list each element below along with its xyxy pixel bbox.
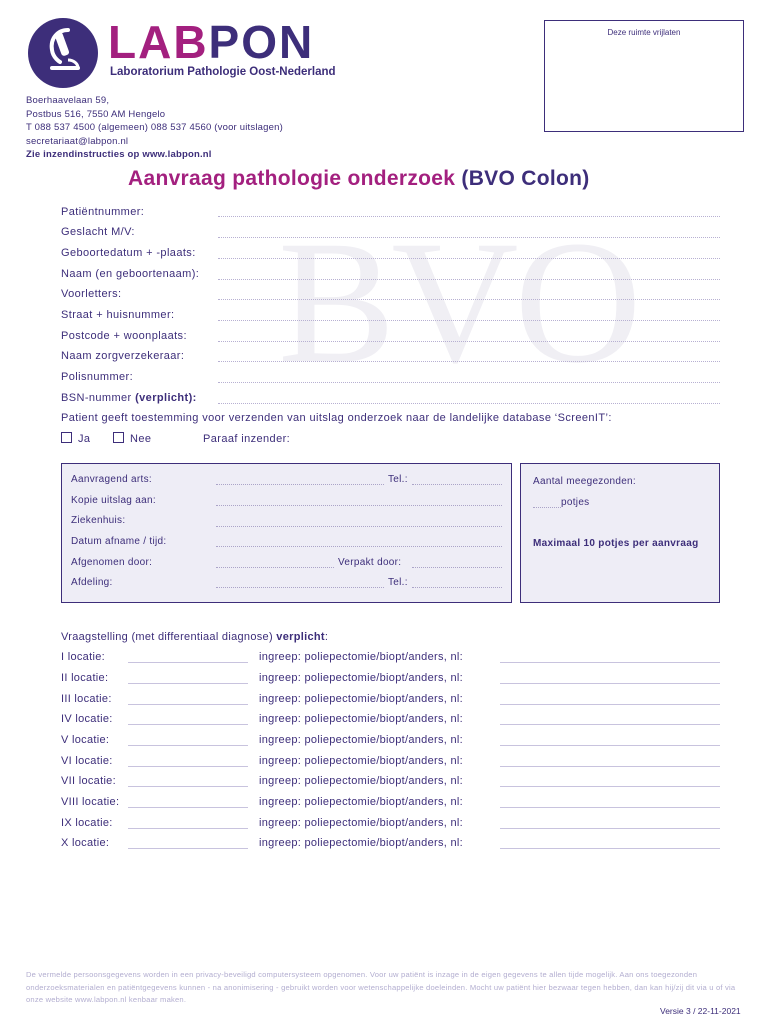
ingreep-input-line[interactable] <box>500 745 720 746</box>
field-label: Geboortedatum + -plaats: <box>61 247 196 259</box>
page-title: Aanvraag pathologie onderzoek (BVO Colon) <box>128 167 590 190</box>
address-instructions: Zie inzendinstructies op www.labpon.nl <box>26 149 212 160</box>
afdeling-input-line[interactable] <box>216 587 384 588</box>
reserved-space-label: Deze ruimte vrijlaten <box>607 28 681 37</box>
tel-label: Tel.: <box>388 474 408 485</box>
field-label: Geslacht M/V: <box>61 226 135 238</box>
ingreep-input-line[interactable] <box>500 683 720 684</box>
paraaf-label: Paraaf inzender: <box>203 433 291 445</box>
ingreep-input-line[interactable] <box>500 724 720 725</box>
location-label: I locatie: <box>61 651 105 663</box>
version-label: Versie 3 / 22-11-2021 <box>660 1006 741 1016</box>
field-input-line[interactable] <box>218 279 720 280</box>
ingreep-label: ingreep: poliepectomie/biopt/anders, nl: <box>259 796 464 808</box>
verpakt-label: Verpakt door: <box>338 557 402 568</box>
location-input-line[interactable] <box>128 828 248 829</box>
consent-no-option[interactable]: Nee <box>113 432 151 445</box>
verpakt-input-line[interactable] <box>412 567 502 568</box>
ziekenhuis-input-line[interactable] <box>216 526 502 527</box>
field-label: Naam zorgverzekeraar: <box>61 350 185 362</box>
reserved-space-box <box>544 20 744 132</box>
address-line: Postbus 516, 7550 AM Hengelo <box>26 108 166 120</box>
location-input-line[interactable] <box>128 807 248 808</box>
kopie-label: Kopie uitslag aan: <box>71 495 156 506</box>
field-label: Voorletters: <box>61 288 122 300</box>
consent-question: Patient geeft toestemming voor verzenden van uitslag onderzoek naar de landelijke database ‘ScreenIT’: <box>61 412 612 424</box>
watermark: BVO <box>278 205 638 400</box>
ingreep-label: ingreep: poliepectomie/biopt/anders, nl: <box>259 734 464 746</box>
ingreep-input-line[interactable] <box>500 848 720 849</box>
ingreep-label: ingreep: poliepectomie/biopt/anders, nl: <box>259 672 464 684</box>
ingreep-label: ingreep: poliepectomie/biopt/anders, nl: <box>259 693 464 705</box>
ziekenhuis-label: Ziekenhuis: <box>71 515 126 526</box>
brand-wordmark: LABPON <box>108 16 315 68</box>
location-input-line[interactable] <box>128 766 248 767</box>
ingreep-label: ingreep: poliepectomie/biopt/anders, nl: <box>259 651 464 663</box>
address-block <box>26 94 283 162</box>
kopie-input-line[interactable] <box>216 505 502 506</box>
location-input-line[interactable] <box>128 704 248 705</box>
field-label: Straat + huisnummer: <box>61 309 175 321</box>
ingreep-input-line[interactable] <box>500 786 720 787</box>
location-input-line[interactable] <box>128 683 248 684</box>
aantal-label: Aantal meegezonden: <box>533 476 636 487</box>
location-label: X locatie: <box>61 837 110 849</box>
location-label: VII locatie: <box>61 775 116 787</box>
tel-label: Tel.: <box>388 577 408 588</box>
afgenomen-label: Afgenomen door: <box>71 557 153 568</box>
address-line: Boerhaavelaan 59, <box>26 95 110 106</box>
ingreep-input-line[interactable] <box>500 704 720 705</box>
tel-input-line[interactable] <box>412 587 502 588</box>
bsn-input-line[interactable] <box>218 403 720 404</box>
datum-label: Datum afname / tijd: <box>71 536 167 547</box>
field-label: Patiëntnummer: <box>61 206 145 218</box>
tel-input-line[interactable] <box>412 484 502 485</box>
location-input-line[interactable] <box>128 745 248 746</box>
location-input-line[interactable] <box>128 662 248 663</box>
field-input-line[interactable] <box>218 361 720 362</box>
datum-input-line[interactable] <box>216 546 502 547</box>
ingreep-label: ingreep: poliepectomie/biopt/anders, nl: <box>259 713 464 725</box>
location-label: IX locatie: <box>61 817 113 829</box>
aanvragend-label: Aanvragend arts: <box>71 474 152 485</box>
field-label: Naam (en geboortenaam): <box>61 268 200 280</box>
consent-yes-option[interactable]: Ja <box>61 432 90 445</box>
ingreep-label: ingreep: poliepectomie/biopt/anders, nl: <box>259 775 464 787</box>
location-input-line[interactable] <box>128 786 248 787</box>
field-input-line[interactable] <box>218 320 720 321</box>
potjes-label: potjes <box>561 497 590 508</box>
checkbox-icon[interactable] <box>113 432 124 443</box>
afgenomen-input-line[interactable] <box>216 567 334 568</box>
ingreep-label: ingreep: poliepectomie/biopt/anders, nl: <box>259 817 464 829</box>
bsn-label: BSN-nummer (verplicht): <box>61 392 197 404</box>
location-label: V locatie: <box>61 734 110 746</box>
brand-subtitle: Laboratorium Pathologie Oost-Nederland <box>110 66 336 78</box>
ingreep-input-line[interactable] <box>500 766 720 767</box>
field-input-line[interactable] <box>218 237 720 238</box>
field-input-line[interactable] <box>218 216 720 217</box>
location-label: VIII locatie: <box>61 796 120 808</box>
ingreep-input-line[interactable] <box>500 662 720 663</box>
address-line: T 088 537 4500 (algemeen) 088 537 4560 (voor uitslagen) <box>26 122 283 133</box>
location-input-line[interactable] <box>128 848 248 849</box>
aantal-input-line[interactable] <box>533 507 561 508</box>
field-input-line[interactable] <box>218 382 720 383</box>
field-label: Polisnummer: <box>61 371 134 383</box>
address-email: secretariaat@labpon.nl <box>26 135 129 147</box>
aanvragend-input-line[interactable] <box>216 484 384 485</box>
field-input-line[interactable] <box>218 299 720 300</box>
location-label: IV locatie: <box>61 713 113 725</box>
ingreep-input-line[interactable] <box>500 828 720 829</box>
field-label: Postcode + woonplaats: <box>61 330 187 342</box>
ingreep-label: ingreep: poliepectomie/biopt/anders, nl: <box>259 837 464 849</box>
max-label: Maximaal 10 potjes per aanvraag <box>533 538 699 549</box>
checkbox-icon[interactable] <box>61 432 72 443</box>
location-label: III locatie: <box>61 693 112 705</box>
privacy-footer: De vermelde persoonsgegevens worden in een privacy-beveiligd computersysteem opgenomen. Voor uw patiënt is inzage in de eigen gegevens te allen tijde mogelijk. Aan ons toegezonden onderzoeksmaterialen en patiëntgegevens kunnen - na anonimisering - gebruikt worden voor wetenschappelijke doeleinden. Mocht uw patiënt hier bezwaar tegen hebben, dan kan hij/zij dit via u of via onze website www.labpon.nl kenbaar maken. <box>26 970 736 1004</box>
afdeling-label: Afdeling: <box>71 577 113 588</box>
ingreep-label: ingreep: poliepectomie/biopt/anders, nl: <box>259 755 464 767</box>
location-label: VI locatie: <box>61 755 113 767</box>
question-label: Vraagstelling (met differentiaal diagnose) verplicht: <box>61 631 329 643</box>
ingreep-input-line[interactable] <box>500 807 720 808</box>
location-input-line[interactable] <box>128 724 248 725</box>
labpon-logo-icon <box>28 18 98 88</box>
field-input-line[interactable] <box>218 258 720 259</box>
field-input-line[interactable] <box>218 341 720 342</box>
location-label: II locatie: <box>61 672 109 684</box>
